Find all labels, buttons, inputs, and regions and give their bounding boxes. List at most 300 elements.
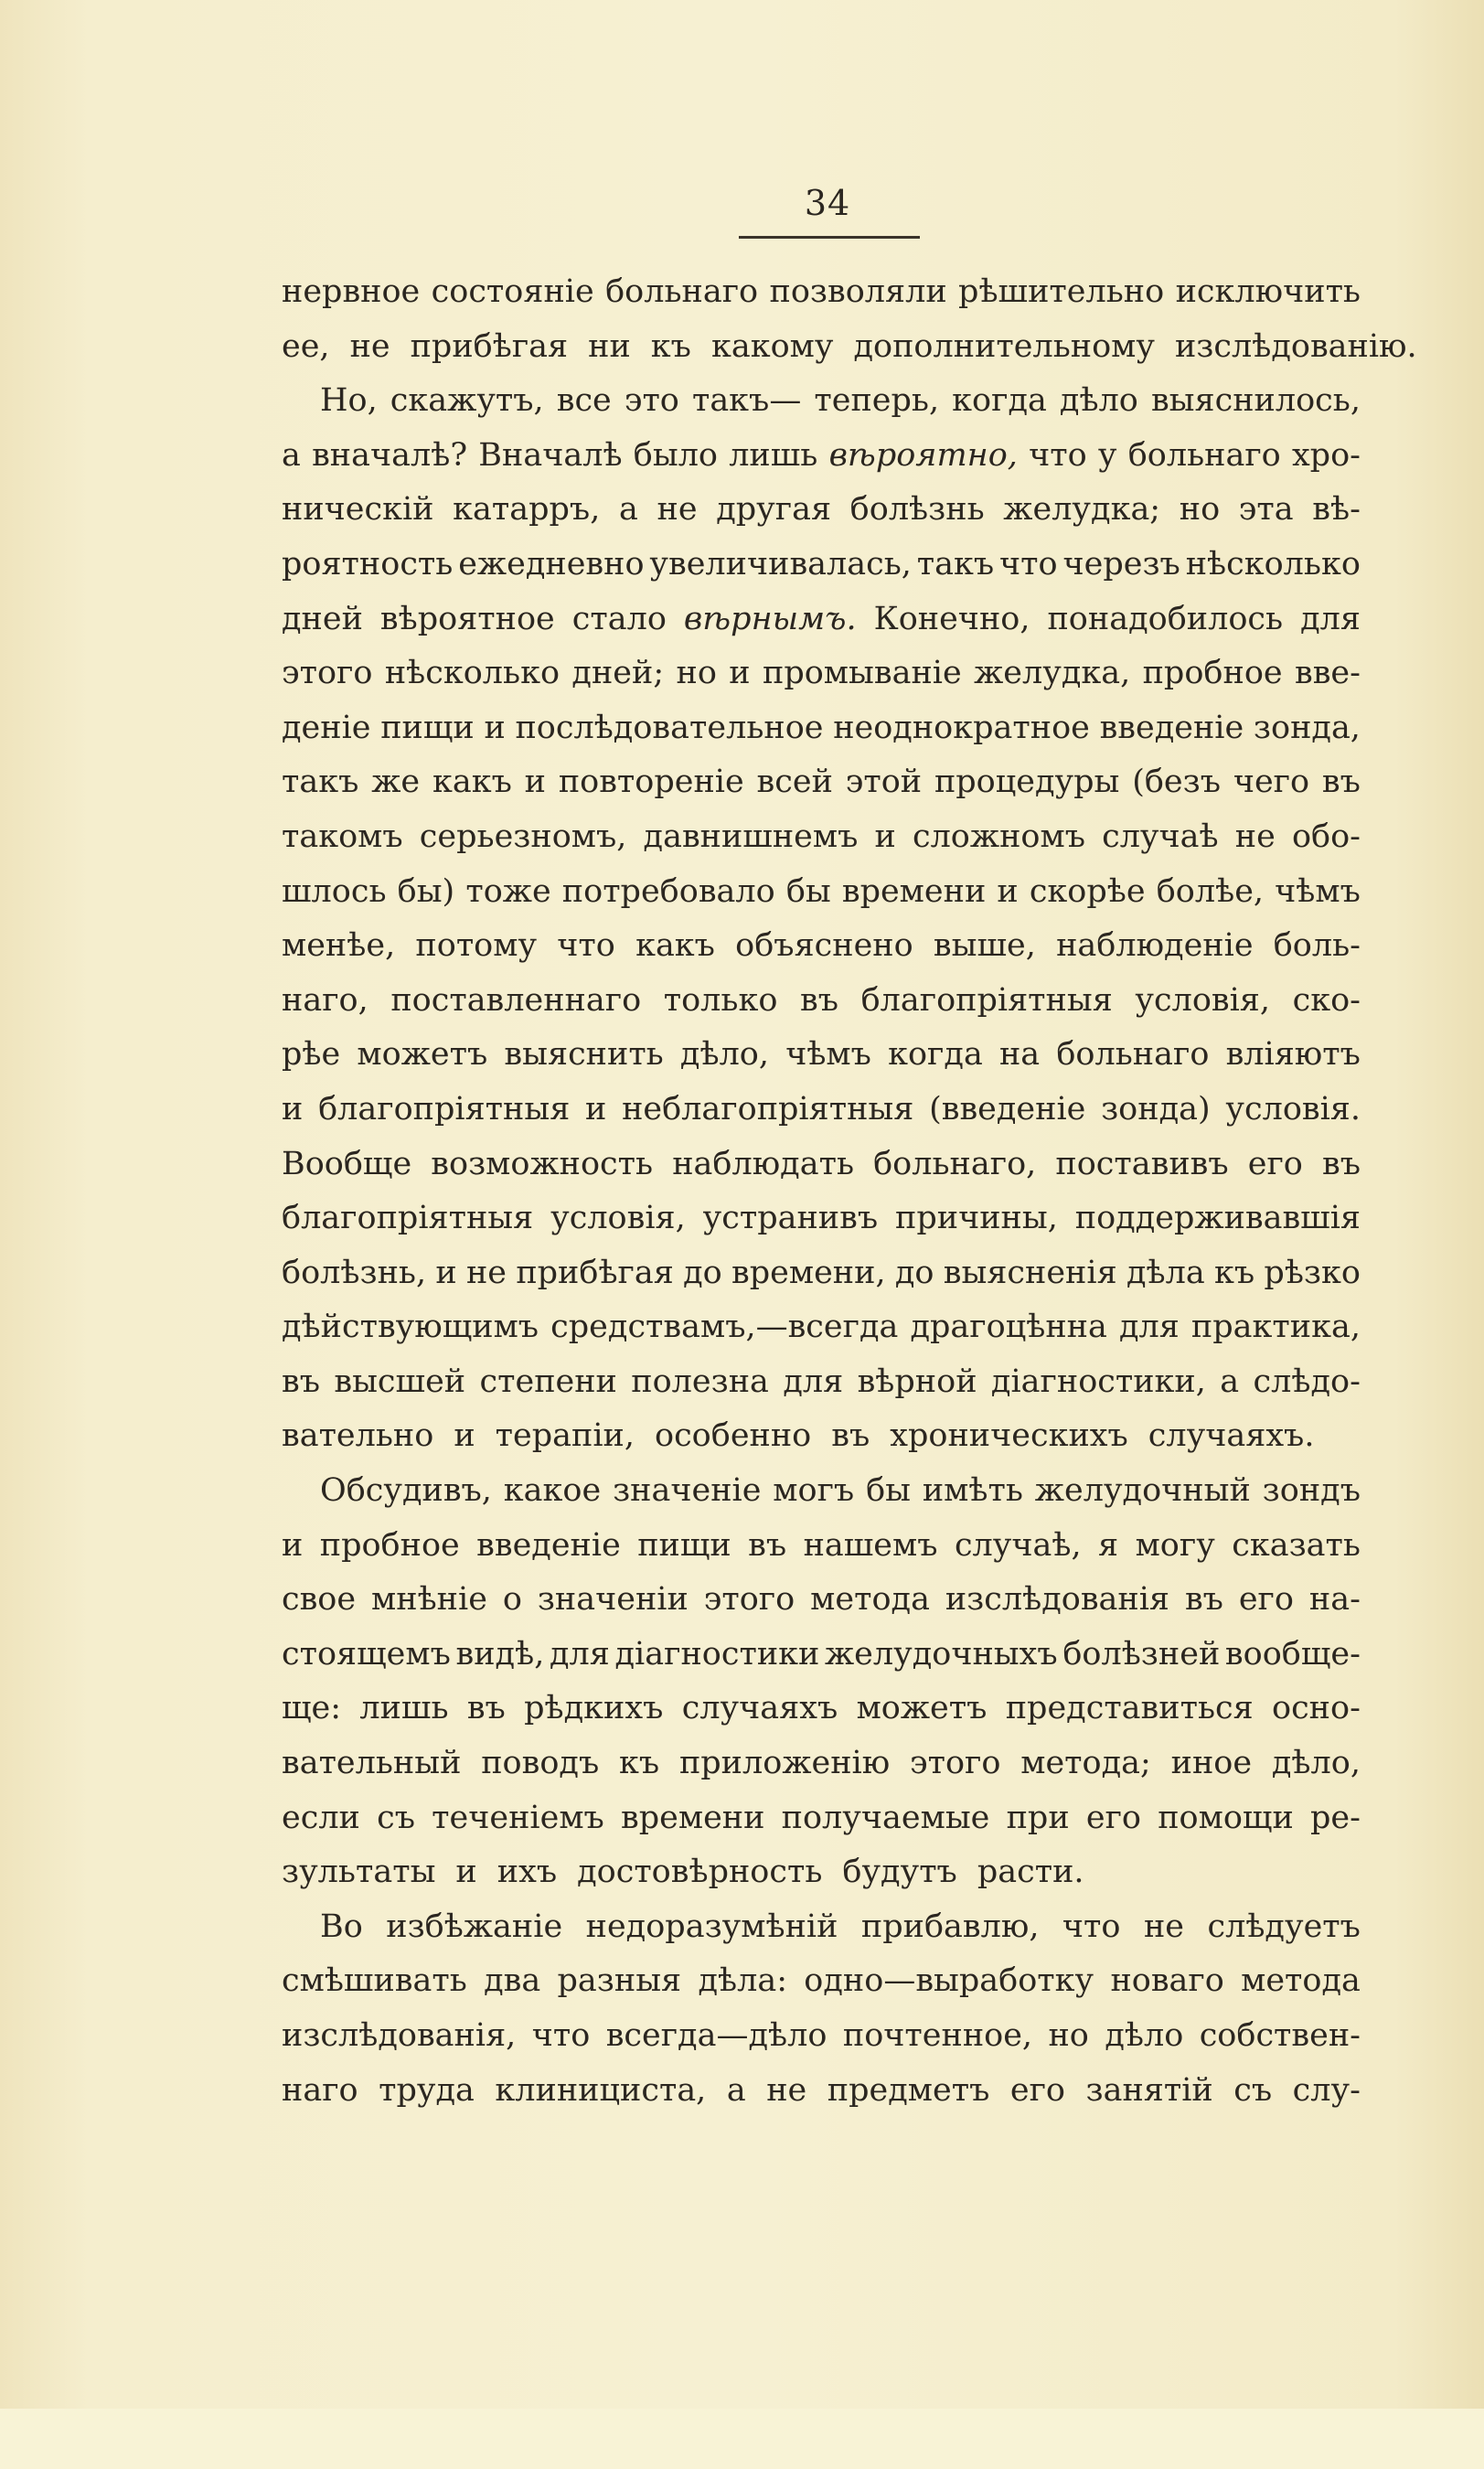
word: тоже: [465, 872, 551, 910]
word: чего: [1233, 764, 1310, 801]
word: въ: [831, 1417, 870, 1455]
word: выяснить: [504, 1036, 664, 1074]
word: наблюденіе: [1056, 927, 1254, 965]
word: высшей: [334, 1363, 466, 1400]
word: случаяхъ.: [1148, 1417, 1315, 1455]
word: эта: [1238, 491, 1294, 529]
word: клинициста,: [495, 2071, 707, 2109]
word: и: [874, 818, 896, 855]
word: устранивъ: [702, 1200, 879, 1237]
word: а: [282, 436, 301, 474]
word: вообще-: [1224, 1635, 1361, 1673]
word: другая: [716, 491, 832, 529]
word: не: [465, 1254, 507, 1291]
word: метода: [810, 1581, 930, 1619]
word: зонда,: [1253, 709, 1361, 746]
word: рѣшительно: [958, 273, 1165, 310]
word: а: [1220, 1363, 1240, 1400]
word: рѣдкихъ: [524, 1690, 664, 1727]
word: зонда): [1101, 1090, 1211, 1128]
word: изслѣдованія,: [282, 2017, 517, 2054]
word: этого: [910, 1745, 1001, 1782]
text-line: [282, 810, 1361, 865]
word: новаго: [1110, 1962, 1224, 2000]
text-line: [282, 1682, 1361, 1737]
word: дѣла: [1126, 1254, 1205, 1291]
word: наго,: [282, 981, 368, 1019]
word: изслѣдованія: [945, 1581, 1170, 1619]
word: больнаго,: [873, 1145, 1037, 1182]
word: и: [282, 1526, 304, 1564]
word: при: [1006, 1799, 1070, 1836]
word: недоразумѣній: [585, 1908, 838, 1945]
text-line: [282, 483, 1361, 538]
page-number-area: [736, 183, 919, 223]
word: желудочныхъ: [824, 1635, 1058, 1673]
text-line: [282, 865, 1361, 920]
word: чѣмъ: [1275, 872, 1361, 910]
word: я: [1098, 1526, 1119, 1564]
word: какъ: [432, 764, 512, 801]
word: но: [1048, 2017, 1089, 2054]
word: въ: [1184, 1581, 1223, 1619]
word: лишь: [359, 1690, 449, 1727]
word: дѣло: [1105, 2017, 1184, 2054]
word: ническій: [282, 491, 434, 529]
word: желудка,: [974, 655, 1131, 692]
text-line: [282, 1138, 1361, 1192]
word: прибѣгая: [410, 327, 569, 365]
word: такомъ: [282, 818, 403, 855]
word: сказать: [1232, 1526, 1361, 1564]
word: вѣроятное: [379, 600, 555, 637]
word: неблагопріятныя: [622, 1090, 914, 1128]
word: труда: [379, 2071, 475, 2109]
word: не: [1234, 818, 1276, 855]
word: такъ—: [691, 382, 802, 420]
word: благопріятныя: [860, 981, 1113, 1019]
word: наблюдать: [672, 1145, 854, 1182]
word: слѣдуетъ: [1207, 1908, 1361, 1945]
word: избѣжаніе: [386, 1908, 563, 1945]
word: состояніе: [431, 273, 594, 310]
word: иное: [1170, 1745, 1253, 1782]
word: Вначалѣ: [478, 436, 623, 474]
word: въ: [800, 981, 838, 1019]
word: вѣрной: [857, 1363, 977, 1400]
text-line: [282, 1519, 1361, 1574]
word: послѣдовательное: [515, 709, 824, 746]
word: степени: [479, 1363, 617, 1400]
word: и: [435, 1254, 457, 1291]
word: желудочный: [1034, 1472, 1251, 1510]
word: слѣдо-: [1253, 1363, 1361, 1400]
word: выясненія: [943, 1254, 1117, 1291]
word: выше,: [933, 927, 1036, 965]
word: рѣзко: [1264, 1254, 1361, 1291]
word: рѣе: [282, 1036, 341, 1074]
word: его: [1238, 1581, 1294, 1619]
word: хроническихъ: [890, 1417, 1128, 1455]
word: собствен-: [1199, 2017, 1361, 2054]
word: его: [1009, 2071, 1065, 2109]
text-line: [282, 1355, 1361, 1410]
header-rule: [739, 236, 920, 239]
word: о: [502, 1581, 522, 1619]
word: въ: [282, 1363, 320, 1400]
text-line: [282, 1791, 1361, 1846]
word: ихъ: [496, 1854, 558, 1891]
word: изслѣдованію.: [1174, 327, 1417, 365]
word: могу: [1135, 1526, 1215, 1564]
word: вательно: [282, 1417, 434, 1455]
text-line: [282, 2009, 1361, 2064]
word: этой: [845, 764, 923, 801]
word: какое: [503, 1472, 602, 1510]
word: терапіи,: [495, 1417, 635, 1455]
word: благопріятныя: [282, 1200, 534, 1237]
word: выяснилось,: [1150, 382, 1361, 420]
word: Вообще: [282, 1145, 412, 1182]
word: получаемые: [781, 1799, 990, 1836]
word: когда: [952, 382, 1047, 420]
word: пищи: [380, 709, 475, 746]
word: больнаго: [605, 273, 759, 310]
word: могъ: [773, 1472, 855, 1510]
word: въ: [1321, 764, 1361, 801]
word: процедуры: [934, 764, 1120, 801]
word: слу-: [1292, 2071, 1361, 2109]
text-line: [282, 538, 1361, 593]
word: и: [729, 655, 751, 692]
word: зультаты: [282, 1854, 436, 1891]
word: болѣе,: [1156, 872, 1265, 910]
word: дней: [282, 600, 363, 637]
word: благопріятныя: [318, 1090, 571, 1128]
word: давнишнемъ: [643, 818, 859, 855]
word: этого: [282, 655, 373, 692]
word: когда: [888, 1036, 983, 1074]
word: катарръ,: [453, 491, 601, 529]
page-bottom-margin: [0, 2409, 1484, 2469]
word: имѣть: [922, 1472, 1023, 1510]
word: одно—выработку: [804, 1962, 1094, 2000]
word: Но,: [320, 382, 378, 420]
word: этого: [703, 1581, 795, 1619]
word: чѣмъ: [785, 1036, 871, 1074]
word: введеніе: [476, 1526, 621, 1564]
word: метода;: [1020, 1745, 1151, 1782]
word: черезъ: [1062, 545, 1180, 583]
text-line: [282, 1737, 1361, 1791]
word: понадобилось: [1047, 600, 1284, 637]
word: боль-: [1273, 927, 1361, 965]
word: вѣроятно,: [828, 436, 1018, 474]
word: дѣло,: [1271, 1745, 1361, 1782]
word: лишь: [729, 436, 818, 474]
word: было: [633, 436, 718, 474]
text-line: [282, 647, 1361, 701]
word: поставивъ: [1055, 1145, 1229, 1182]
word: значеніе: [613, 1472, 762, 1510]
word: что: [999, 545, 1058, 583]
word: же: [371, 764, 421, 801]
body-text: [282, 265, 1417, 2118]
text-line: [282, 1300, 1361, 1355]
text-line: [282, 429, 1361, 484]
word: введеніе: [1099, 709, 1244, 746]
word: не: [1143, 1908, 1185, 1945]
word: свое: [282, 1581, 357, 1619]
word: для: [783, 1363, 844, 1400]
word: пищи: [637, 1526, 731, 1564]
text-line: [282, 320, 1417, 375]
word: на: [998, 1036, 1041, 1074]
word: поводъ: [481, 1745, 600, 1782]
word: обо-: [1291, 818, 1361, 855]
word: дополнительному: [853, 327, 1155, 365]
word: шлось: [282, 872, 387, 910]
word: дѣло: [1059, 382, 1138, 420]
word: расти.: [977, 1854, 1084, 1891]
word: занятій: [1085, 2071, 1213, 2109]
word: видѣ,: [455, 1635, 545, 1673]
word: съ: [1233, 2071, 1273, 2109]
word: до: [894, 1254, 934, 1291]
word: ежедневно: [458, 545, 645, 583]
word: зондъ: [1262, 1472, 1361, 1510]
word: у: [1097, 436, 1117, 474]
word: ще:: [282, 1690, 342, 1727]
text-line: [282, 1573, 1361, 1628]
word: увеличивалась,: [649, 545, 912, 583]
word: случаяхъ: [681, 1690, 838, 1727]
text-line: [282, 1192, 1361, 1246]
word: больнаго: [1127, 436, 1281, 474]
word: приложенію: [678, 1745, 891, 1782]
word: все: [556, 382, 612, 420]
word: нашемъ: [803, 1526, 938, 1564]
word: вначалѣ?: [312, 436, 468, 474]
word: два: [484, 1962, 541, 2000]
word: значеніи: [537, 1581, 689, 1619]
word: болѣзнь: [849, 491, 985, 529]
word: серьезномъ,: [419, 818, 627, 855]
word: и: [997, 872, 1019, 910]
word: практика,: [1190, 1309, 1361, 1346]
word: полезна: [631, 1363, 769, 1400]
word: а: [618, 491, 638, 529]
text-line: [282, 1628, 1361, 1683]
word: Конечно,: [873, 600, 1030, 637]
word: его: [1085, 1799, 1141, 1836]
word: къ: [650, 327, 691, 365]
word: теперь,: [814, 382, 940, 420]
page-number: 34: [804, 183, 851, 223]
word: въ: [1321, 1145, 1361, 1182]
word: какому: [710, 327, 834, 365]
word: вве-: [1294, 655, 1361, 692]
word: на-: [1308, 1581, 1361, 1619]
text-line: [282, 265, 1361, 320]
word: для: [1300, 600, 1361, 637]
word: драгоцѣнна: [910, 1309, 1107, 1346]
word: ни: [588, 327, 631, 365]
word: въ: [748, 1526, 787, 1564]
word: потому: [415, 927, 538, 965]
word: такъ: [916, 545, 995, 583]
word: и: [455, 1854, 477, 1891]
word: только: [663, 981, 778, 1019]
word: и: [524, 764, 546, 801]
word: неоднократное: [833, 709, 1090, 746]
word: поддерживавшія: [1074, 1200, 1361, 1237]
word: для: [1118, 1309, 1180, 1346]
word: Обсудивъ,: [320, 1472, 492, 1510]
text-line: [282, 1028, 1361, 1083]
word: что: [1062, 1908, 1121, 1945]
word: скажутъ,: [390, 382, 544, 420]
word: дѣло,: [679, 1036, 770, 1074]
word: условія.: [1225, 1090, 1361, 1128]
word: случаѣ: [1102, 818, 1219, 855]
word: стало: [571, 600, 667, 637]
word: не: [349, 327, 390, 365]
word: и: [484, 709, 506, 746]
word: объяснено: [735, 927, 913, 965]
word: больнаго: [1056, 1036, 1210, 1074]
word: что: [531, 2017, 591, 2054]
word: но: [1179, 491, 1221, 529]
word: времени: [841, 872, 987, 910]
word: скорѣе: [1029, 872, 1146, 910]
text-line: [282, 1409, 1361, 1464]
word: дней;: [571, 655, 665, 692]
word: бы: [866, 1472, 911, 1510]
word: метода: [1241, 1962, 1361, 2000]
word: въ: [466, 1690, 506, 1727]
word: осно-: [1272, 1690, 1361, 1727]
text-line: [282, 1464, 1361, 1519]
word: поставленнаго: [390, 981, 642, 1019]
text-line: [282, 1845, 1361, 1900]
word: къ: [1213, 1254, 1255, 1291]
word: сложномъ: [912, 818, 1085, 855]
word: до: [683, 1254, 722, 1291]
word: наго: [282, 2071, 358, 2109]
word: смѣшивать: [282, 1962, 467, 2000]
word: къ: [619, 1745, 660, 1782]
word: вательный: [282, 1745, 462, 1782]
word: помощи: [1158, 1799, 1294, 1836]
word: (введеніе: [929, 1090, 1086, 1128]
word: потребовало: [561, 872, 775, 910]
word: вѣрнымъ.: [683, 600, 857, 637]
word: возможность: [431, 1145, 654, 1182]
word: ре-: [1309, 1799, 1361, 1836]
word: деніе: [282, 709, 371, 746]
word: болѣзнь,: [282, 1254, 427, 1291]
text-line: [282, 1900, 1361, 1955]
word: и: [282, 1090, 304, 1128]
word: времени: [621, 1799, 765, 1836]
word: ее,: [282, 327, 330, 365]
word: можетъ: [357, 1036, 488, 1074]
word: теченіемъ: [432, 1799, 604, 1836]
text-line: [282, 701, 1361, 756]
word: предметъ: [827, 2071, 990, 2109]
word: вліяютъ: [1225, 1036, 1361, 1074]
word: что: [1029, 436, 1087, 474]
word: хро-: [1291, 436, 1361, 474]
text-line: [282, 1954, 1361, 2009]
word: болѣзней: [1062, 1635, 1221, 1673]
word: прибѣгая: [516, 1254, 674, 1291]
word: прибавлю,: [860, 1908, 1040, 1945]
word: нѣсколько: [384, 655, 561, 692]
word: пробное: [319, 1526, 460, 1564]
word: будутъ: [842, 1854, 957, 1891]
text-line: [282, 2064, 1361, 2119]
word: вѣ-: [1312, 491, 1361, 529]
word: менѣе,: [282, 927, 396, 965]
text-line: [282, 755, 1361, 810]
word: можетъ: [856, 1690, 988, 1727]
word: Во: [320, 1908, 363, 1945]
word: роятность: [282, 545, 454, 583]
word: особенно: [655, 1417, 812, 1455]
word: (безъ: [1132, 764, 1221, 801]
word: всегда—дѣло: [605, 2017, 827, 2054]
word: всей: [756, 764, 833, 801]
text-line: [282, 974, 1361, 1029]
word: позволяли: [769, 273, 947, 310]
text-line: [282, 593, 1361, 647]
word: дѣла:: [698, 1962, 787, 2000]
word: не: [766, 2071, 807, 2109]
word: а: [726, 2071, 746, 2109]
word: разныя: [557, 1962, 682, 2000]
word: средствамъ,—всегда: [550, 1309, 899, 1346]
word: нѣсколько: [1185, 545, 1361, 583]
word: какъ: [635, 927, 715, 965]
word: представиться: [1005, 1690, 1254, 1727]
word: условія,: [1135, 981, 1271, 1019]
word: и: [585, 1090, 607, 1128]
word: дѣйствующимъ: [282, 1309, 539, 1346]
word: причины,: [895, 1200, 1058, 1237]
text-line: [282, 1083, 1361, 1138]
text-line: [282, 374, 1361, 429]
word: промываніе: [763, 655, 962, 692]
word: бы): [397, 872, 455, 910]
word: ско-: [1292, 981, 1361, 1019]
word: съ: [377, 1799, 415, 1836]
word: почтенное,: [842, 2017, 1033, 2054]
word: нервное: [282, 273, 421, 310]
word: исключить: [1175, 273, 1361, 310]
word: желудка;: [1003, 491, 1161, 529]
word: условія,: [550, 1200, 686, 1237]
word: діагностики,: [990, 1363, 1206, 1400]
text-line: [282, 919, 1361, 974]
word: бы: [785, 872, 831, 910]
word: достовѣрность: [577, 1854, 823, 1891]
word: его: [1247, 1145, 1303, 1182]
word: и: [454, 1417, 475, 1455]
word: это: [624, 382, 679, 420]
word: если: [282, 1799, 360, 1836]
